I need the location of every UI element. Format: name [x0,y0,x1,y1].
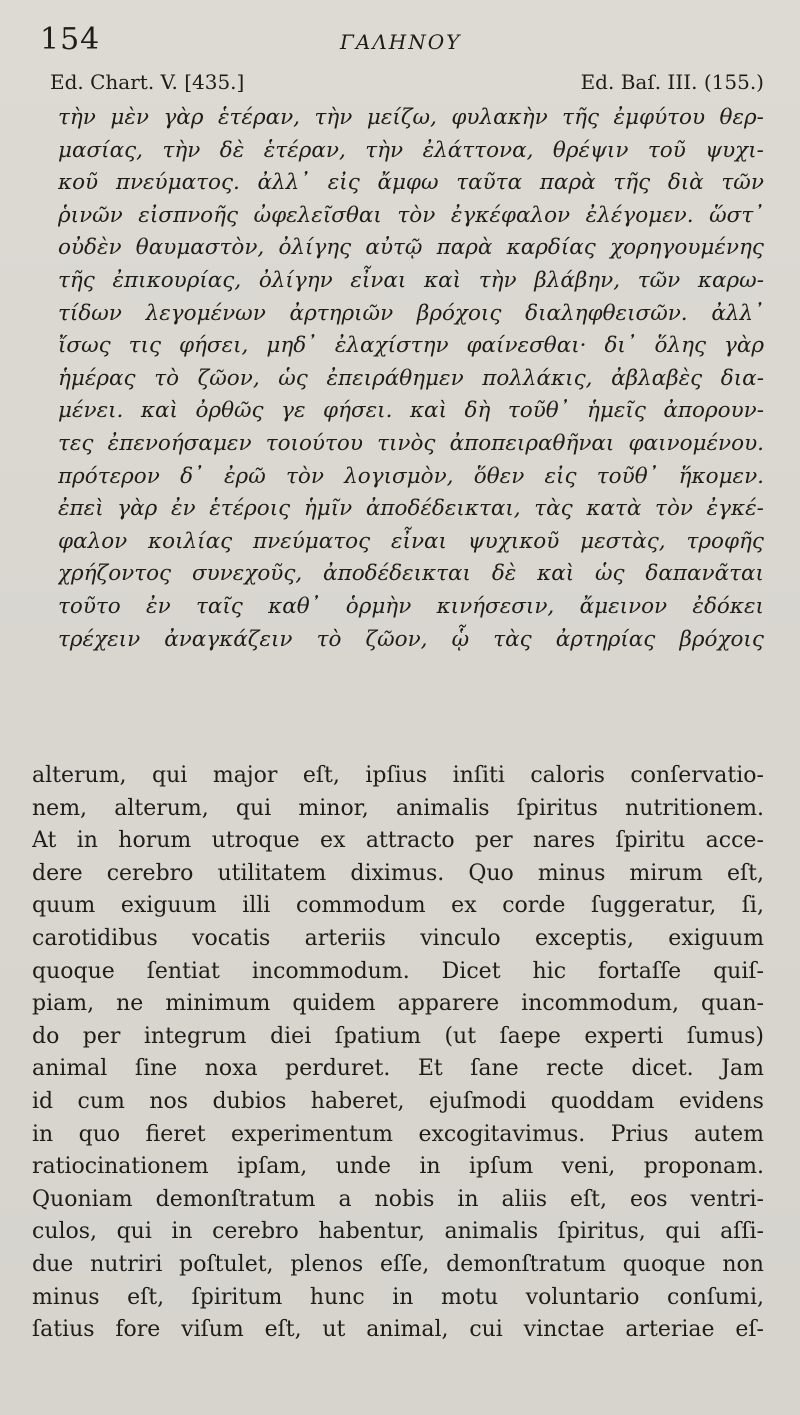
running-title: ΓΑΛΗΝΟΥ [340,30,462,54]
greek-text-line: ἡμέρας τὸ ζῶον, ὡς ἐπειράθημεν πολλάκις, ἀβλαβὲς δια- [58,365,764,391]
latin-text-line: animal ſine noxa perduret. Et ſane recte dicet. Jam [32,1056,764,1082]
latin-text-line: Quoniam demonſtratum a nobis in aliis eſt, eos ventri- [32,1186,764,1212]
latin-text-line: quum exiguum illi commodum ex corde ſuggeratur, ſi, [32,893,764,919]
latin-text-line: carotidibus vocatis arteriis vinculo exceptis, exiguum [32,925,764,951]
latin-text-line: ratiocinationem ipſam, unde in ipſum veni, proponam. [32,1154,764,1180]
greek-text-line: τῆς ἐπικουρίας, ὀλίγην εἶναι καὶ τὴν βλάβην, τῶν καρω- [58,267,764,293]
latin-text-line: quoque ſentiat incommodum. Dicet hic fortaſſe quiſ- [32,958,764,984]
latin-text-block [32,760,764,1347]
latin-text-line: dere cerebro utilitatem diximus. Quo minus mirum eſt, [32,860,764,886]
greek-text-line: τες ἐπενοήσαμεν τοιούτου τινὸς ἀποπειραθῆναι φαινομένου. [58,430,764,456]
greek-text-line: ἐπεὶ γὰρ ἐν ἑτέροις ἡμῖν ἀποδέδεικται, τὰς κατὰ τὸν ἐγκέ- [58,496,764,522]
latin-text-line: piam, ne minimum quidem apparere incommodum, quan- [32,991,764,1017]
page-number: 154 [40,22,101,57]
greek-text-line: φαλον κοιλίας πνεύματος εἶναι ψυχικοῦ μεστὰς, τροφῆς [58,528,764,554]
latin-text-line: nem, alterum, qui minor, animalis ſpiritus nutritionem. [32,795,764,821]
edition-reference-basel: Ed. Baſ. III. (155.) [580,70,764,94]
latin-text-line: in quo fieret experimentum excogitavimus. Prius autem [32,1121,764,1147]
latin-text-line: At in horum utroque ex attracto per nares ſpiritu acce- [32,828,764,854]
greek-text-line: τὴν μὲν γὰρ ἑτέραν, τὴν μείζω, φυλακὴν τῆς ἐμφύτου θερ- [58,105,764,130]
latin-text-line: id cum nos dubios haberet, ejuſmodi quoddam evidens [32,1088,764,1114]
greek-text-line: οὐδὲν θαυμαστὸν, ὀλίγης αὐτῷ παρὰ καρδίας χορηγουμένης [58,235,764,261]
latin-text-line: alterum, qui major eſt, ipſius inſiti caloris conſervatio- [32,763,764,788]
greek-text-line: ῥινῶν εἰσπνοῆς ὠφελεῖσθαι τὸν ἐγκέφαλον ἐλέγομεν. ὥστ᾽ [58,202,764,228]
edition-reference-chartier: Ed. Chart. V. [435.] [50,70,245,94]
latin-text-line: ſatius fore viſum eſt, ut animal, cui vinctae arteriae eſ- [32,1317,764,1343]
edition-reference-row [50,70,764,100]
greek-text-line: μένει. καὶ ὀρθῶς γε φήσει. καὶ δὴ τοῦθ᾽ ἡμεῖς ἀπορουν- [58,398,764,424]
greek-text-line: χρήζοντος συνεχοῦς, ἀποδέδεικται δὲ καὶ ὡς δαπανᾶται [58,561,764,587]
greek-text-line: κοῦ πνεύματος. ἀλλ᾽ εἰς ἄμφω ταῦτα παρὰ τῆς διὰ τῶν [58,170,764,196]
latin-text-line: do per integrum diei ſpatium (ut ſaepe experti ſumus) [32,1023,764,1049]
greek-text-block [58,102,764,656]
latin-text-line: due nutriri poſtulet, plenos eſſe, demonſtratum quoque non [32,1251,764,1277]
greek-text-line: ἴσως τις φήσει, μηδ᾽ ἐλαχίστην φαίνεσθαι· δι᾽ ὅλης γὰρ [58,333,764,359]
greek-text-line: τίδων λεγομένων ἀρτηριῶν βρόχοις διαληφθεισῶν. ἀλλ᾽ [58,300,764,326]
greek-text-line: τοῦτο ἐν ταῖς καθ᾽ ὁρμὴν κινήσεσιν, ἄμεινον ἐδόκει [58,593,764,619]
page-header [40,22,760,62]
latin-text-line: culos, qui in cerebro habentur, animalis ſpiritus, qui aſſi- [32,1219,764,1245]
greek-text-line: μασίας, τὴν δὲ ἑτέραν, τὴν ἐλάττονα, θρέψιν τοῦ ψυχι- [58,137,764,163]
greek-text-line: τρέχειν ἀναγκάζειν τὸ ζῶον, ᾧ τὰς ἀρτηρίας βρόχοις [58,626,764,652]
greek-text-line: πρότερον δ᾽ ἐρῶ τὸν λογισμὸν, ὅθεν εἰς τοῦθ᾽ ἥκομεν. [58,463,764,489]
latin-text-line: minus eſt, ſpiritum hunc in motu voluntario conſumi, [32,1284,764,1310]
